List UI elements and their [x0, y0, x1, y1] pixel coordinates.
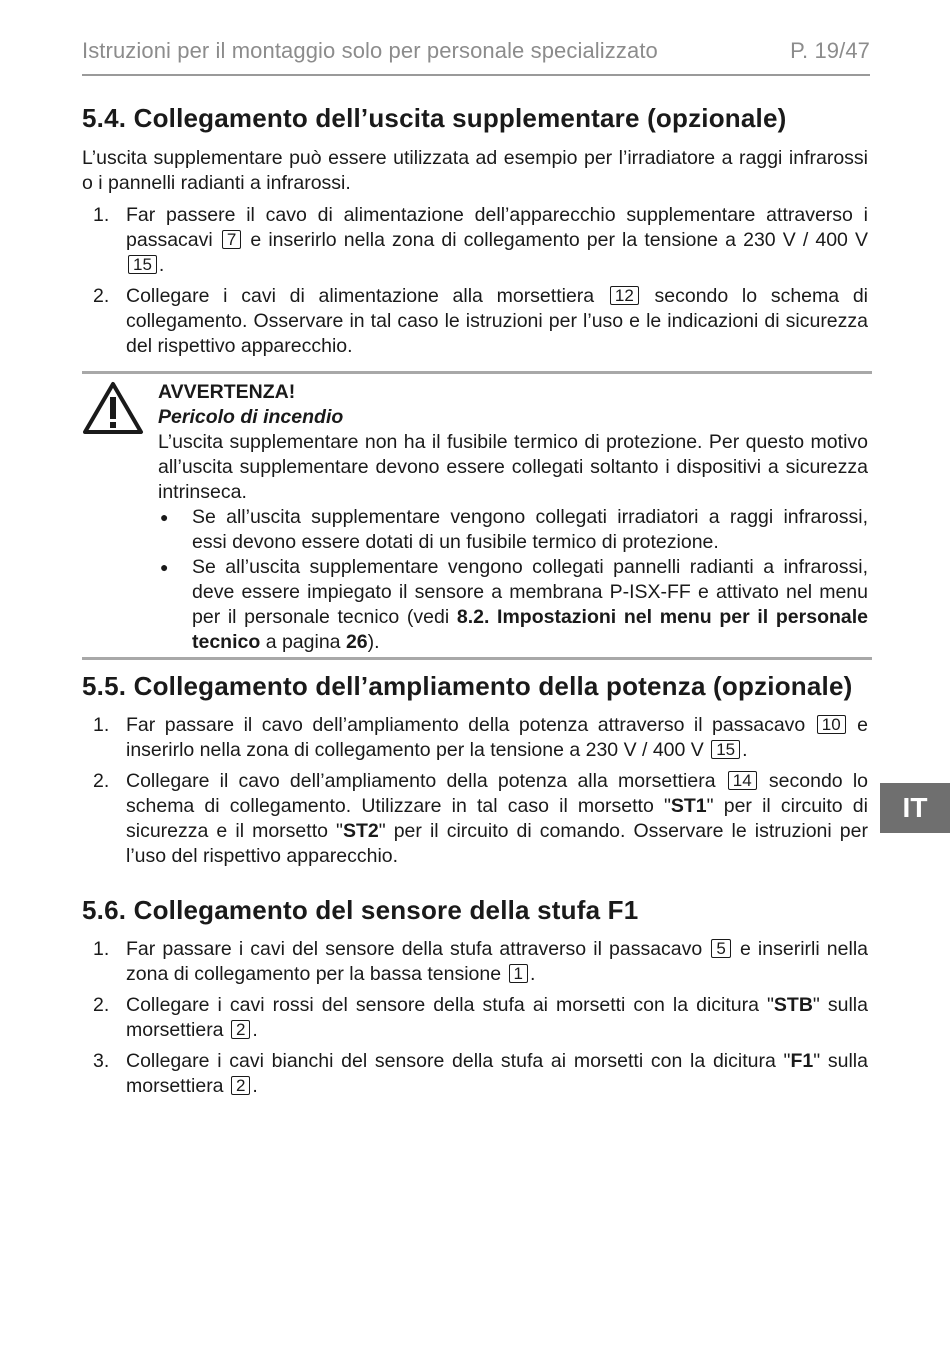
- list-item: [82, 993, 868, 1043]
- step-text: Collegare i cavi di alimentazione alla morsettiera: [126, 285, 595, 307]
- part-reference: 5: [711, 939, 730, 958]
- bullet-text: a pagina: [265, 631, 341, 653]
- step-text: " sulla morsettiera: [126, 994, 868, 1041]
- bullet-icon: ●: [160, 559, 169, 575]
- step-text: e inserirli nella zona di collegamento per la bassa tensione: [126, 938, 869, 985]
- part-reference: 2: [231, 1020, 250, 1039]
- step-number: 2.: [93, 285, 110, 307]
- list-item: [82, 203, 868, 278]
- terminal-label: STB: [773, 994, 813, 1016]
- list-item: [82, 284, 868, 359]
- part-reference: 15: [128, 255, 157, 274]
- step-text: Far passare i cavi del sensore della stufa attraverso il passacavo: [126, 938, 703, 960]
- step-text: secondo lo schema di collegamento. Utilizzare in tal caso il morsetto ": [126, 770, 869, 817]
- section-5-4-steps: [82, 203, 868, 365]
- warning-triangle-icon: [82, 381, 144, 435]
- warning-bottom-rule: [82, 657, 872, 660]
- step-number: 3.: [93, 1050, 110, 1072]
- terminal-label: F1: [790, 1050, 814, 1072]
- section-5-4-intro: L’uscita supplementare può essere utilizzata ad esempio per l’irradiatore a raggi infrarossi o i pannelli radianti a infrarossi.: [82, 147, 868, 194]
- list-item: [82, 769, 868, 869]
- list-item: [82, 713, 868, 763]
- step-text: .: [742, 739, 748, 761]
- list-item: [82, 1049, 868, 1099]
- warning-subtitle: Pericolo di incendio: [158, 406, 344, 428]
- section-5-6-steps: [82, 937, 868, 1105]
- bullet-text: Se all’uscita supplementare vengono collegati pannelli radianti a infrarossi, deve essere impiegato il sensore a membrana P-ISX-FF e attivato nel menu per il personale tecnico (vedi: [192, 556, 868, 628]
- step-number: 1.: [93, 938, 110, 960]
- bullet-text: Se all’uscita supplementare vengono collegati irradiatori a raggi infrarossi, essi devono essere dotati di un fusibile termico di protezione.: [192, 506, 868, 553]
- step-text: " per il circuito di comando. Osservare le istruzioni per l’uso del rispettivo apparecchio.: [126, 820, 868, 867]
- step-number: 2.: [93, 994, 110, 1016]
- section-heading-5-4: 5.4. Collegamento dell’uscita supplementare (opzionale): [82, 103, 787, 133]
- warning-box: [158, 380, 868, 655]
- list-item: [158, 555, 868, 655]
- step-text: Collegare i cavi bianchi del sensore della stufa ai morsetti con la dicitura ": [126, 1050, 791, 1072]
- part-reference: 1: [509, 964, 528, 983]
- list-item: [82, 937, 868, 987]
- step-text: Far passere il cavo di alimentazione dell’apparecchio supplementare attraverso i passacavi: [126, 204, 868, 251]
- part-reference: 7: [222, 230, 241, 249]
- step-number: 1.: [93, 204, 110, 226]
- list-item: [158, 505, 868, 555]
- page-header: [82, 38, 870, 64]
- header-divider: [82, 74, 870, 76]
- part-reference: 15: [711, 740, 740, 759]
- language-tab[interactable]: IT: [880, 783, 950, 833]
- part-reference: 2: [231, 1076, 250, 1095]
- step-text: e inserirlo nella zona di collegamento per la tensione a 230 V / 400 V: [126, 714, 869, 761]
- page-reference: 26: [345, 631, 368, 653]
- section-heading-5-5: 5.5. Collegamento dell’ampliamento della potenza (opzionale): [82, 671, 853, 701]
- terminal-label: ST1: [670, 795, 707, 817]
- step-text: Collegare il cavo dell’ampliamento della potenza alla morsettiera: [126, 770, 716, 792]
- cross-reference: 8.2. Impostazioni nel menu per il personale tecnico: [192, 606, 869, 653]
- step-text: secondo lo schema di collegamento. Osservare in tal caso le istruzioni per l’uso e le indicazioni di sicurezza del rispettivo apparecchio.: [126, 285, 868, 357]
- step-text: e inserirlo nella zona di collegamento per la tensione a 230 V / 400 V: [250, 229, 869, 251]
- step-text: .: [158, 254, 165, 276]
- part-reference: 12: [610, 286, 639, 305]
- bullet-text: ).: [367, 631, 380, 653]
- step-text: .: [529, 963, 536, 985]
- section-heading-5-6: 5.6. Collegamento del sensore della stufa F1: [82, 895, 639, 925]
- header-title: Istruzioni per il montaggio solo per personale specializzato: [82, 38, 658, 63]
- page-number: P. 19/47: [790, 38, 870, 63]
- step-text: .: [252, 1019, 258, 1041]
- warning-title: AVVERTENZA!: [158, 381, 296, 403]
- warning-text: L’uscita supplementare non ha il fusibile termico di protezione. Per questo motivo all’uscita supplementare devono essere collegati soltanto i dispositivi a sicurezza intrinseca.: [158, 431, 868, 503]
- step-number: 2.: [93, 770, 110, 792]
- step-number: 1.: [93, 714, 110, 736]
- section-5-5-steps: [82, 713, 868, 875]
- step-text: Collegare i cavi rossi del sensore della stufa ai morsetti con la dicitura ": [126, 994, 774, 1016]
- bullet-icon: ●: [160, 509, 169, 525]
- step-text: .: [252, 1075, 258, 1097]
- step-text: " sulla morsettiera: [126, 1050, 868, 1097]
- part-reference: 10: [817, 715, 846, 734]
- warning-top-rule: [82, 371, 872, 374]
- step-text: " per il circuito di sicurezza e il morsetto ": [126, 795, 868, 842]
- terminal-label: ST2: [342, 820, 379, 842]
- part-reference: 14: [728, 771, 757, 790]
- step-text: Far passare il cavo dell’ampliamento della potenza attraverso il passacavo: [126, 714, 806, 736]
